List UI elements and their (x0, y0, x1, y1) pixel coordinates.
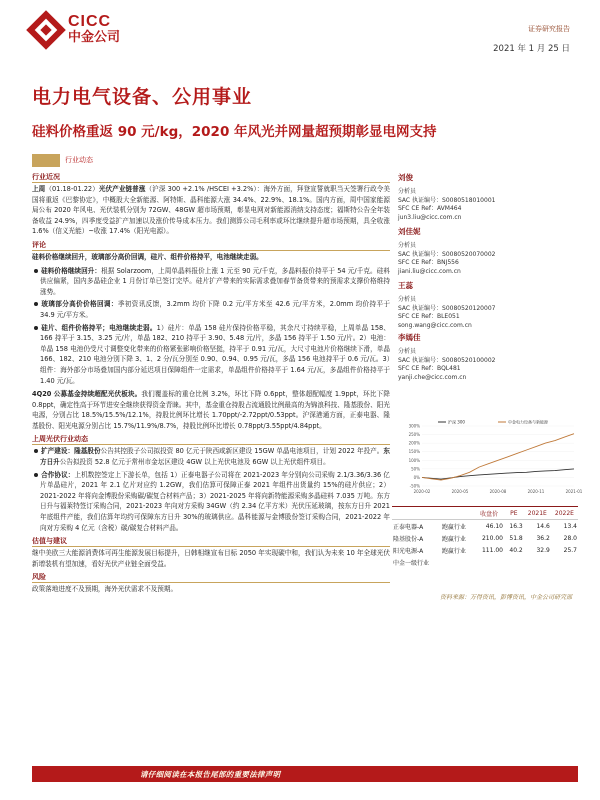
coop-bold: 合作协议： (41, 470, 75, 479)
recent-lead: 上周 (32, 185, 46, 193)
analyst-ce: SFC CE Ref：BQL481 (398, 365, 461, 372)
performance-chart (398, 418, 583, 498)
expand-company2: 东方日升 (40, 447, 391, 467)
q4-bold: 4Q20 公募基金持续超配光伏板块。 (32, 390, 142, 399)
table-cell: 跑赢行业 (441, 547, 466, 555)
report-type: 证券研究报告 (528, 25, 570, 33)
section-title-recent: 行业近况 (32, 172, 390, 183)
recent-paragraph (32, 184, 390, 237)
table-cell (524, 556, 551, 568)
y-tick-label: 100% (408, 457, 420, 463)
analyst-name: 王蕊 (398, 281, 413, 290)
tag-block (32, 154, 60, 167)
legend-label: 中金电力设备与新能源 (508, 419, 548, 425)
expand-text1: 公告其控股子公司拟投资 80 亿元于陕西咸新区建设 15GW 单晶电池项目，计划 2022 年投产。 (100, 447, 384, 456)
section-title-review: 评论 (32, 240, 390, 251)
y-tick-label: 50% (411, 466, 420, 472)
analyst-cert: SAC 执证编号：S0080520100002 (398, 356, 496, 364)
analyst-name: 刘佳妮 (398, 227, 421, 236)
analyst-cert: SAC 执证编号：S0080520120007 (398, 304, 496, 312)
analyst-ce: SFC CE Ref：AVM464 (398, 205, 462, 212)
analyst-name: 李嫣佳 (398, 333, 421, 342)
analyst-role: 分析员 (398, 296, 417, 303)
table-cell: 16.3 (509, 522, 523, 530)
bullet-dot (34, 326, 38, 330)
table-cell: 51.8 (509, 534, 523, 542)
y-tick-label: 250% (408, 432, 420, 438)
table-cell: 14.6 (536, 522, 550, 530)
recent-text: （沪深 300 +2.1% /HSCEI +3.2%）：海外方面，拜登宣誓就职当天签署行政令美国将重返《巴黎协定》，中概股大全新能源、阿特斯、晶科能源大涨 34.4%、22.9%、18.1%。国内方面，周中国家能源局公布 2020 年风电、光伏装机分别为 72GW、48GW 超市场预期，彰显电网对新能源消纳支持态度；福斯特公告全年装备收益 24.9%，四季度受益扩产加速以及涨价传导成本压力。我们测算公司毛利率或环比继续提升超市场预期，具全收涨 1.6%（信义光能）~收涨 17.4%（阳光电源）。 (32, 185, 390, 236)
analyst-role: 分析员 (398, 242, 417, 249)
expand-text2: 公告拟投资 52.8 亿元于常州市金坛区建设 4GW 以上光伏电池及 6GW 以上光伏组件项目。 (59, 458, 330, 467)
analyst-role: 分析员 (398, 348, 417, 355)
main-column (32, 172, 390, 595)
table-cell: 跑赢行业 (441, 535, 466, 543)
table-header (392, 507, 441, 520)
analyst-card (398, 280, 568, 330)
analyst-email[interactable]: jiani.liu@cicc.com.cn (398, 267, 461, 275)
table-cell: 跑赢行业 (441, 523, 466, 531)
y-tick-label: 0% (413, 474, 420, 480)
table-cell: 25.7 (563, 546, 577, 554)
table-cell: 中金一级行业 (393, 559, 430, 567)
analyst-role: 分析员 (398, 188, 417, 195)
silicon-bold: 硅料价格继续回升： (41, 266, 102, 275)
analyst-card (398, 172, 568, 222)
table-cell (551, 556, 578, 568)
table-cell: 隆基股份-A (393, 535, 424, 543)
analyst-ce: SFC CE Ref：BLE051 (398, 313, 460, 320)
table-cell: 正泰电器-A (393, 523, 424, 531)
series-line-1 (422, 434, 574, 480)
table-header-row (392, 507, 578, 520)
page-title: 电力电气设备、公用事业 (32, 86, 253, 108)
analyst-cert: SAC 执证编号：S0080518010001 (398, 196, 496, 204)
cicc-logo-icon (30, 14, 62, 46)
table-row (392, 532, 578, 544)
table-cell: 32.9 (536, 546, 550, 554)
section-title-weekly: 上周光伏行业动态 (32, 434, 390, 445)
header-meta (493, 24, 570, 54)
table-row (392, 556, 578, 568)
table-cell (441, 556, 474, 568)
footer-bar (32, 766, 578, 782)
table-cell: 40.2 (509, 546, 523, 554)
table-cell: 阳光电源-A (393, 547, 424, 555)
analyst-email[interactable]: yanji.che@cicc.com.cn (398, 373, 467, 381)
risk-text: 政策落地进度不及预期，海外光伏需求不及预期。 (32, 585, 178, 594)
expand-bullet (32, 446, 390, 467)
wafer-bullet (32, 323, 390, 387)
q4-paragraph (32, 389, 390, 431)
table-header: 收盘价 (474, 507, 504, 520)
logo-text-cn: 中金公司 (68, 30, 121, 45)
glass-bold: 玻璃部分高价价格回调： (41, 300, 118, 309)
footer-disclaimer: 请仔细阅读在本报告尾部的重要法律声明 (140, 770, 281, 779)
analyst-card (398, 226, 568, 276)
page-subtitle: 硅料价格重返 90 元/kg，2020 年风光并网量超预期彰显电网支持 (32, 124, 437, 140)
analyst-name: 刘俊 (398, 173, 413, 182)
outlook-text: 继中美欧三大能源消费体可再生能源发展目标提升，日韩相继宣布目标 2050 年实现碳中和，我们认为未来 10 年全球光伏新增装机有望加速，看好光伏产业链全面受益。 (32, 549, 390, 568)
table-header (441, 507, 474, 520)
bullet-dot (34, 473, 38, 477)
table-cell: 210.00 (481, 534, 503, 542)
table-cell: 36.2 (536, 534, 550, 542)
table-cell: 111.00 (481, 546, 503, 554)
analyst-email[interactable]: song.wang@cicc.com.cn (398, 321, 472, 329)
table-cell: 28.0 (563, 534, 577, 542)
table-cell: 13.4 (563, 522, 577, 530)
table-cell (504, 556, 524, 568)
bullet-dot (34, 269, 38, 273)
table-cell: 46.10 (485, 522, 503, 530)
table-header: 2021E (524, 507, 551, 520)
recent-period: （01.18-01.22） (45, 185, 99, 193)
wafer-bold: 硅片、组件价格持平；电池继续走弱。 (41, 323, 157, 332)
x-tick-label: 2021-01 (565, 489, 583, 494)
expand-bold: 扩产建设： (41, 447, 75, 456)
valuation-table (392, 506, 578, 568)
analyst-email[interactable]: jun3.liu@cicc.com.cn (398, 213, 462, 221)
y-tick-label: 200% (408, 440, 420, 446)
y-tick-label: 300% (408, 423, 420, 429)
wafer-text: 1）硅片：单晶 158 硅片保持价格平稳，其余尺寸持续平稳，上周单晶 158、166 持平于 3.15、3.25 元/片，单晶 182、210 持平于 3.90、5.48 元/片，多晶 156 持平于 1.50 元/片。2）电池：单晶 158 电池仍受尺寸调整变化带来的价格紧张影响价格坚挺，持平于 0.91 元/瓦，大尺寸电池片价格继续下滑，单晶 166、182、210 电池分别下降 3、1、2 分/瓦分别至 0.90、0.94、0.95 元/瓦，多晶 156 电池持平于 0.6 元/瓦。3）组件：海外部分市场叠加国内部分延迟项目保障组件一定需求，单晶组件价格持平于 1.64 元/瓦，多晶组件价格持平于 1.40 元/瓦。 (40, 323, 391, 385)
table-header: PE (504, 507, 524, 520)
bullet-dot (34, 302, 38, 306)
section-title-risk: 风险 (32, 572, 390, 583)
analyst-card (398, 332, 568, 382)
logo-text-en: CICC (68, 13, 112, 30)
table-cell (474, 556, 504, 568)
expand-company1: 隆基股份 (74, 447, 101, 456)
report-date: 2021 年 1 月 25 日 (493, 44, 570, 54)
y-tick-label: -50% (409, 483, 420, 489)
source-note: 资料来源：万得资讯，彭博资讯，中金公司研究部 (440, 594, 573, 601)
report-tag-bar (32, 154, 390, 167)
silicon-bullet (32, 266, 390, 298)
glass-text: 季初资讯反馈，3.2mm 均价下降 0.2 元/平方米至 42.6 元/平方米，2.0mm 均价持平于 34.9 元/平方米。 (40, 300, 390, 319)
analyst-ce: SFC CE Ref：BNJ556 (398, 259, 459, 266)
recent-bold: 光伏产业链普涨 (98, 185, 146, 193)
glass-bullet (32, 299, 390, 320)
x-tick-label: 2020-08 (489, 489, 507, 494)
cicc-logo (30, 14, 120, 46)
bullet-dot (34, 449, 38, 453)
legend-label: 沪深 300 (448, 419, 465, 425)
x-tick-label: 2020-11 (527, 489, 545, 494)
q4-text: 我们覆盖标的重仓比例 3.2%，环比下降 0.6ppt，整体超配幅度 1.9ppt，环比下降 0.8ppt，确定性高于环节进安全继续获得资金青睐。其中，基金重仓持股占流通股比例最高的为锦浪科技、隆基股份、阳光电源，分别占比 18.5%/15.5%/12.1%，持股比例环比增长 1.70ppt/-2.72ppt/0.53ppt。沪深港通方面，正泰电器、隆基股份、阳光电源分别占比 15.7%/11.9%/8.7%，持股比例环比增长 0.78ppt/3.55ppt/4.84ppt。 (32, 390, 390, 430)
coop-text: 上机数控签定上下游长单，包括 1）正泰电器子公司将在 2021-2023 年分别向公司采购 2.1/3.36/3.36 亿片单晶硅片，2021 年 2.1 亿片对应约 1.2GW，我们估算可保障正泰 2021 年组件出货量约 15%的硅片供应；2）2021-2022 年将向金博股份采购碳/碳复合材料产品；3）2021-2025 年将向新特能源采购多晶硅料 7.035 万吨。东方日升与福莱特签订采购合同，2021-2023 年向对方采购 34GW（约 2.34 亿平方米）光伏压延玻璃，按东方日升 2021 年底组件产能，我们估算年均约可保障东方日升 30%的玻璃供应。晶科能源与金博股份签订采购合同，2021-2022 年向对方采购 4 亿元（含税）碳/碳复合材料产品。 (40, 470, 391, 532)
table-row (392, 520, 578, 533)
table-row (392, 544, 578, 556)
table-header: 2022E (551, 507, 578, 520)
y-tick-label: 150% (408, 449, 420, 455)
review-headline: 硅料价格继续回升，玻璃部分高价回调，硅片、组件价格持平，电池继续走弱。 (32, 252, 263, 261)
analyst-cert: SAC 执证编号：S0080520070002 (398, 250, 496, 258)
x-tick-label: 2020-05 (451, 489, 469, 494)
silicon-text: 根据 Solarzoom，上周单晶料报价上涨 1 元至 90 元/千克，多晶料报价持平于 54 元/千克。硅料供应偏紧，国内多晶硅企业 1 月份订单已签订完毕。硅片扩产带来的实际需求叠加春节备货带来的预需求支撑价格维持涨势。 (40, 266, 390, 296)
coop-bullet (32, 470, 390, 534)
section-title-outlook: 估值与建议 (32, 536, 390, 547)
x-tick-label: 2020-02 (413, 489, 431, 494)
tag-label: 行业动态 (65, 156, 93, 164)
